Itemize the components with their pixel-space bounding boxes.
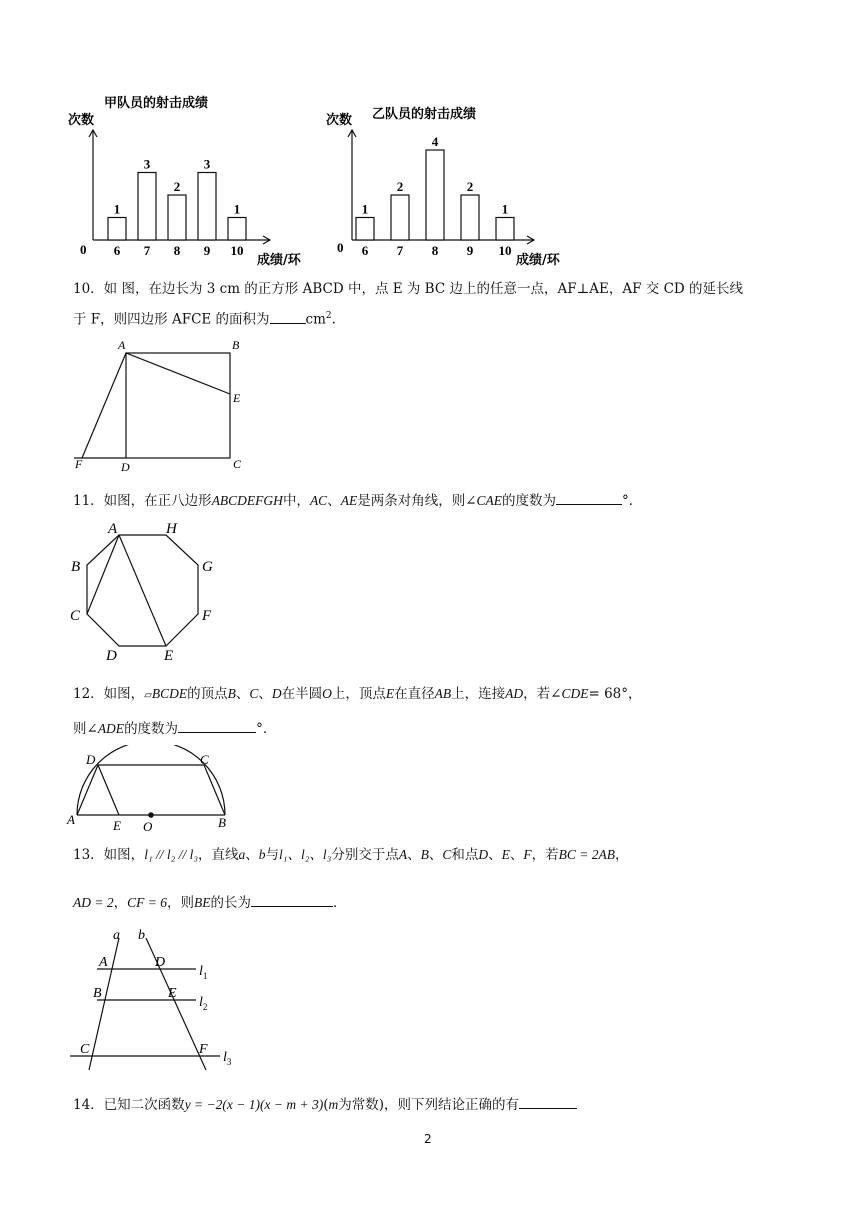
q12-label-D: D (86, 752, 96, 767)
q10-label-F: F (75, 457, 83, 471)
q12-s2: 、 (258, 686, 272, 702)
q12-t5: 在直径 (394, 686, 435, 702)
left-tick-label-9: 9 (203, 243, 211, 258)
q12-b: B (227, 686, 236, 701)
q12-line2 (73, 718, 276, 739)
q13-a: a (238, 847, 246, 862)
q12-ab: AB (434, 686, 452, 701)
right-chart-title: 乙队员的射击成绩 (372, 107, 477, 122)
left-bar-10 (228, 218, 246, 241)
q13-label-E: E (168, 986, 177, 1001)
q11-ac: AC (309, 493, 328, 508)
q10-text-a: 于 F，则四边形 AFCE 的面积为 (73, 311, 270, 328)
left-bar-6 (108, 218, 126, 241)
q13-line1 (73, 845, 629, 865)
q13-t6: ，若 (531, 847, 559, 863)
left-chart-xlabel: 成绩/环 (257, 253, 301, 268)
right-chart-ylabel: 次数 (326, 113, 353, 128)
q11-label-D: D (106, 648, 117, 664)
q13-label-B: B (93, 986, 102, 1001)
q13-t1: 13．如图， (73, 847, 145, 863)
q12-line-CB (204, 765, 225, 815)
left-value-label-8: 2 (173, 179, 181, 194)
q10-label-B: B (232, 338, 240, 352)
q13-parallel: l₁ // l₂ // l₃ (144, 847, 199, 862)
q12-cde: CDE (561, 686, 589, 701)
q13-t10: 的长为 (210, 895, 251, 911)
left-bar-7 (138, 173, 156, 241)
right-bar-6 (356, 218, 374, 241)
q10-line-AE (126, 353, 230, 394)
q10-line-AF (82, 353, 126, 458)
q13-ls: l₁、l₂、l₃ (279, 847, 332, 862)
q12-line-AD (77, 765, 98, 815)
q12-t3: 在半圆 (281, 686, 323, 702)
q12-t8: = 68°， (588, 686, 642, 702)
q12-bcde: BCDE (151, 686, 188, 701)
q10-line2 (73, 306, 336, 330)
q11-label-C: C (70, 608, 81, 624)
right-tick-label-10: 10 (498, 243, 512, 258)
q11-sep: 、 (327, 493, 341, 509)
q13-label-l3: $l_3$ (223, 1050, 232, 1067)
q12-e: E (385, 686, 395, 701)
left-value-label-10: 1 (233, 201, 241, 217)
q13-end: ． (332, 895, 347, 911)
q13-pE: E (501, 847, 510, 862)
q13-pD: D (478, 847, 489, 862)
q11-text-c: 是两条对角线，则∠ (357, 493, 477, 509)
left-chart-title: 甲队员的射击成绩 (104, 96, 209, 111)
q12-t1: 12．如图， (73, 686, 145, 702)
q13-label-b: b (138, 928, 145, 943)
q14-t1: 14．已知二次函数 (73, 1097, 185, 1113)
q14-answer-blank[interactable] (519, 1094, 577, 1109)
q12-end: °． (256, 721, 277, 737)
q13-ad: AD = 2 (73, 895, 114, 910)
q13-label-l2: $l_2$ (199, 995, 208, 1012)
q10-answer-blank[interactable] (270, 309, 306, 324)
q13-pA: A (398, 847, 408, 862)
q12-line-DE (98, 765, 119, 815)
q10-label-E: E (233, 391, 241, 405)
q12-t4: 上，顶点 (331, 686, 386, 702)
q13-line2 (73, 892, 346, 913)
right-bar-9 (461, 195, 479, 240)
q12-label-E: E (113, 818, 121, 833)
q13-s2: 、 (407, 847, 421, 863)
q12-t10: 的度数为 (124, 721, 179, 737)
q11-diag-AC (87, 535, 119, 614)
left-bar-9 (198, 173, 216, 241)
q11-line (73, 490, 642, 511)
q11-poly: ABCDEFGH (211, 493, 283, 508)
q10-square (126, 353, 230, 458)
left-tick-label-7: 7 (143, 243, 151, 258)
left-value-label-7: 3 (143, 156, 151, 172)
right-value-label-6: 1 (361, 201, 369, 217)
page-number: 2 (424, 1132, 432, 1146)
q11-ae: AE (340, 493, 358, 508)
q11-label-F: F (202, 608, 212, 624)
q11-diag-AE (119, 535, 166, 646)
left-bar-chart (60, 92, 310, 272)
right-tick-label-9: 9 (466, 243, 474, 258)
q12-t9: 则∠ (73, 721, 98, 737)
right-bar-7 (391, 195, 409, 240)
right-value-label-10: 1 (501, 201, 509, 217)
q13-pF: F (523, 847, 532, 862)
q13-label-a: a (113, 928, 120, 943)
q11-end: °． (622, 493, 643, 509)
q11-label-H: H (166, 521, 177, 537)
q14-t3: 为常数)，则下列结论正确的有 (338, 1097, 520, 1113)
q12-t7: ，若∠ (523, 686, 562, 702)
q10-label-C: C (233, 457, 242, 471)
q13-label-C: C (80, 1042, 90, 1057)
right-bar-chart (322, 92, 582, 272)
right-bar-10 (496, 218, 514, 241)
left-value-label-6: 1 (113, 201, 121, 217)
right-tick-label-8: 8 (431, 243, 439, 258)
q10-unit: cm (305, 311, 326, 328)
q12-s1: 、 (235, 686, 250, 702)
q10-label-D: D (121, 460, 130, 474)
q11-answer-blank[interactable] (556, 490, 622, 505)
q12-parallelogram-symbol: ▱ (144, 690, 152, 701)
q10-unit-sup: 2 (325, 311, 332, 321)
q13-parallel-lines-figure (62, 925, 252, 1075)
left-tick-label-6: 6 (113, 243, 121, 258)
q12-center-O (148, 812, 154, 818)
q13-label-D: D (155, 955, 166, 970)
q12-ad: AD (505, 686, 524, 701)
q14-t2: ( (323, 1097, 329, 1113)
q12-line1 (73, 684, 642, 706)
q13-t5: 和点 (451, 847, 479, 863)
left-tick-label-8: 8 (173, 243, 181, 258)
q12-label-O: O (143, 819, 153, 834)
q13-cond: BC = 2AB (558, 847, 615, 862)
q13-s1: 、 (245, 847, 259, 863)
q10-end: . (331, 311, 336, 328)
q12-o: O (322, 686, 332, 701)
right-chart-xlabel: 成绩/环 (516, 253, 560, 268)
q12-t2: 的顶点 (187, 686, 228, 702)
q13-answer-blank[interactable] (251, 892, 333, 907)
right-value-label-9: 2 (466, 179, 474, 194)
q14-line (73, 1094, 577, 1115)
q12-answer-blank[interactable] (178, 718, 256, 733)
q13-s5: 、 (509, 847, 524, 863)
q11-label-E: E (164, 648, 174, 664)
q12-label-B: B (218, 815, 226, 830)
q11-octagon-figure (62, 518, 232, 666)
q12-semicircle-figure (62, 745, 242, 835)
q13-t8: ， (113, 895, 128, 911)
q12-d: D (271, 686, 282, 701)
q11-label-G: G (202, 559, 213, 575)
q12-c: C (249, 686, 259, 701)
q11-label-A: A (108, 521, 118, 537)
right-origin: 0 (337, 240, 344, 255)
q11-cae: CAE (476, 493, 503, 508)
right-tick-label-6: 6 (361, 243, 369, 258)
q11-text-d: 的度数为 (502, 493, 557, 509)
right-tick-label-7: 7 (396, 243, 404, 258)
q10-label-A: A (118, 338, 126, 352)
q13-t7: ， (615, 847, 629, 863)
q13-b: b (258, 847, 266, 862)
q12-label-A: A (67, 812, 75, 827)
q10-square-figure (66, 336, 256, 476)
q13-t2: ，直线 (198, 847, 239, 863)
left-tick-label-10: 10 (230, 243, 244, 258)
q13-s3: 、 (428, 847, 443, 863)
right-value-label-8: 4 (431, 134, 439, 149)
q14-m: m (328, 1097, 339, 1112)
q13-pC: C (442, 847, 452, 862)
q11-text-b: 中， (282, 493, 310, 509)
q13-t4: 分别交于点 (331, 847, 399, 863)
q10-line1: 10．如 图，在边长为 3 cm 的正方形 ABCD 中，点 E 为 BC 边上的任意一点，AF⊥AE，AF 交 CD 的延长线 (73, 281, 744, 297)
q13-cf: CF = 6 (127, 895, 167, 910)
q13-t9: ，则 (166, 895, 194, 911)
q13-be: BE (193, 895, 211, 910)
q13-t3: 与 (265, 847, 280, 863)
q13-s4: 、 (488, 847, 502, 863)
left-bar-8 (168, 195, 186, 240)
q12-label-C: C (200, 752, 209, 767)
right-bar-8 (426, 150, 444, 240)
q12-t6: 上，连接 (451, 686, 506, 702)
q12-ade: ADE (97, 721, 125, 736)
q13-label-A: A (99, 955, 108, 970)
q11-label-B: B (71, 559, 81, 575)
q11-text-a: 11．如图，在正八边形 (73, 493, 212, 509)
q13-label-l1: $l_1$ (199, 964, 208, 981)
left-chart-ylabel: 次数 (68, 113, 95, 128)
q14-func: y = −2(x − 1)(x − m + 3) (184, 1097, 324, 1112)
q13-label-F: F (199, 1042, 208, 1057)
right-value-label-7: 2 (396, 179, 404, 194)
q13-pB: B (420, 847, 429, 862)
left-origin: 0 (80, 242, 87, 257)
left-value-label-9: 3 (203, 156, 211, 172)
